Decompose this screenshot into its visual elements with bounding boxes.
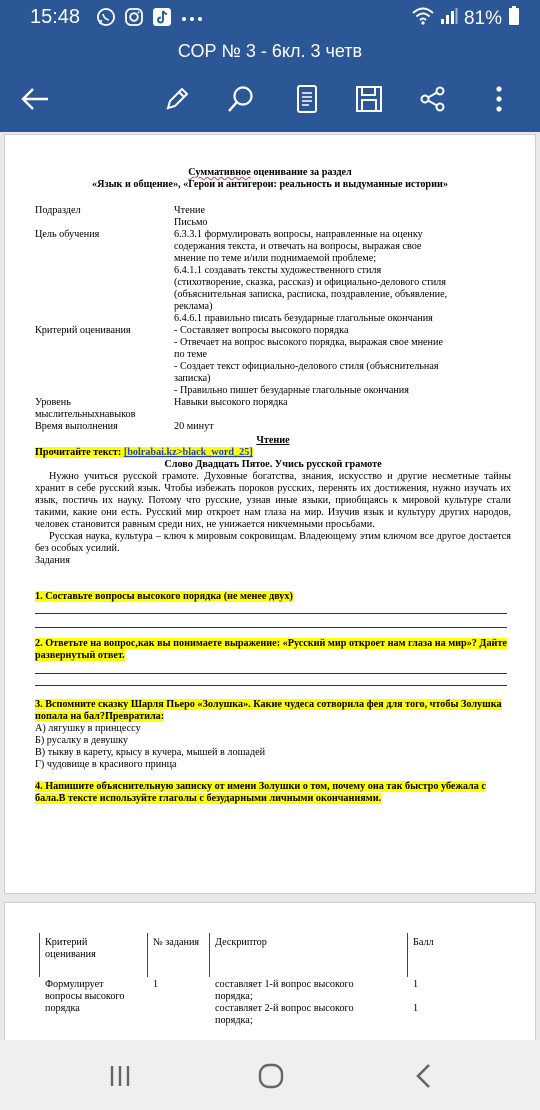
edit-button[interactable] — [160, 82, 194, 116]
home-icon — [257, 1062, 285, 1090]
info-row-duration: Время выполнения 20 минут — [35, 421, 214, 432]
read-prompt: Прочитайте текст: [bolrabai.kz>black_word_25] — [35, 447, 253, 458]
answer-line — [35, 685, 507, 686]
navigation-bar — [0, 1040, 540, 1110]
chevron-left-icon — [414, 1063, 434, 1089]
task-3: 3. Вспомните сказку Шарля Пьеро «Золушка». Какие чудеса сотворила фея для того, чтобы Золушка попала на бал?Превратила: А) лягушку в принцессу Б) русалку в девушку В) тыкву в карету, крысу в кучера, мышей в лошадей Г) чудовище в красивого принца — [35, 699, 511, 771]
document-heading: Суммативное оценивание за раздел — [188, 167, 352, 178]
info-row-subsection: Подраздел Чтение Письмо — [35, 205, 208, 228]
tasks-label: Задания — [35, 555, 70, 566]
document-subheading: «Язык и общение», «Герои и антигерои: реальность и выдуманные истории» — [92, 179, 448, 190]
document-page[interactable] — [4, 134, 536, 894]
pencil-icon — [163, 85, 191, 113]
recent-apps-icon — [108, 1064, 132, 1088]
rubric-header-criterion: Критерий оценивания — [45, 937, 96, 960]
answer-line — [35, 613, 507, 614]
whatsapp-icon — [96, 7, 116, 27]
rubric-task-number: 1 — [153, 979, 159, 990]
home-button[interactable] — [251, 1060, 291, 1092]
more-notifications-icon — [180, 7, 200, 27]
save-button[interactable] — [352, 82, 386, 116]
task-4: 4. Напишите объяснительную записку от имени Золушки о том, почему она так быстро убежала с бала.В тексте используйте глаголы с безударными личными окончаниями. — [35, 781, 486, 804]
info-row-learning-goal: Цель обучения 6.3.3.1 формулировать вопросы, направленные на оценку содержания текста, и отвечать на вопросы, выражая свое мнение по теме и/или поднимаемой проблеме; 6.4.1.1 создавать тексты художественного стиля (стихотворение, сказка, рассказ) и официально-делового стиля (объяснительная записка, расписка, поздравление, объявление, реклама) 6.4.6.1 правильно писать безударные глагольные окончания — [35, 229, 448, 324]
clock: 15:48 — [30, 6, 81, 28]
notification-icons — [96, 7, 200, 27]
document-title: СОР № 3 - 6кл. 3 четв — [177, 41, 363, 61]
recent-apps-button[interactable] — [100, 1060, 140, 1092]
more-options-button[interactable] — [482, 82, 516, 116]
source-link[interactable]: [bolrabai.kz>black_word_25] — [123, 447, 253, 458]
task-1: 1. Составьте вопросы высокого порядка (не менее двух) — [35, 591, 293, 602]
answer-line — [35, 673, 507, 674]
reading-section — [35, 435, 511, 567]
more-vert-icon — [495, 85, 503, 113]
info-row-criteria: Критерий оценивания - Составляет вопросы высокого порядка - Отвечает на вопрос высокого порядка, выражая свое мнение по теме - Создает текст официально-делового стиля (объяснительная записка) - Правильно пишет безударные глагольные окончания — [35, 325, 443, 396]
rubric-points: 1 — [413, 979, 419, 990]
answer-option[interactable]: А) лягушку в принцессу — [35, 723, 141, 734]
search-button[interactable] — [224, 82, 258, 116]
mobile-view-button[interactable] — [290, 82, 324, 116]
text-title: Слово Двадцать Пятое. Учись русской грамоте — [164, 459, 382, 470]
signal-icon — [440, 7, 458, 31]
text-paragraph: Русская наука, культура – ключ к мировым сокровищам. Владеющему этим ключом все другое достается без особых усилий. — [35, 531, 511, 554]
battery-icon — [508, 6, 520, 32]
rubric-descriptor: составляет 2-й вопрос высокого порядка; — [215, 1003, 354, 1026]
text-paragraph: Нужно учиться русской грамоте. Духовные богатства, знания, искусство и другие несметные тайны хранит в себе русский язык. Чтобы избежать пороков русских, перенять их достижения, нужно изучать их язык, постичь их науку. Потому что русские, узнав иные языки, приобщаясь к мировой культуре стали такими, какие они есть. Русский мир откроет нам глаза на мир. Изучив язык и культуру других народов, человек становится равным среди них, не унижается никчемными просьбами. — [35, 471, 511, 530]
search-icon — [226, 84, 256, 114]
assessment-info-table — [35, 205, 515, 433]
rubric-header-points: Балл — [413, 937, 434, 948]
share-button[interactable] — [416, 82, 450, 116]
status-bar — [0, 0, 540, 40]
mobile-view-icon — [296, 84, 318, 114]
instagram-icon — [124, 7, 144, 27]
reading-heading: Чтение — [256, 435, 290, 446]
document-page-2[interactable] — [4, 902, 536, 1042]
rubric-descriptor: составляет 1-й вопрос высокого порядка; — [215, 979, 354, 1002]
share-icon — [419, 85, 447, 113]
rubric-points: 1 — [413, 1003, 419, 1014]
wifi-icon — [412, 7, 434, 31]
battery-level: 81% — [463, 8, 502, 29]
back-nav-button[interactable] — [404, 1060, 444, 1092]
app-bar — [0, 40, 540, 132]
rubric-header-descriptor: Дескриптор — [215, 937, 267, 948]
back-button[interactable] — [18, 82, 52, 116]
save-icon — [355, 85, 383, 113]
answer-option[interactable]: В) тыкву в карету, крысу в кучера, мышей в лошадей — [35, 747, 266, 758]
answer-line — [35, 627, 507, 628]
answer-option[interactable]: Г) чудовище в красивого принца — [35, 759, 177, 770]
answer-option[interactable]: Б) русалку в девушку — [35, 735, 128, 746]
task-2: 2. Ответьте на вопрос,как вы понимаете выражение: «Русский мир откроет нам глаза на мир»? Дайте развернутый ответ. — [35, 638, 507, 661]
info-row-skill-level: Уровень мыслительныхнавыков Навыки высокого порядка — [35, 397, 288, 420]
music-app-icon — [152, 7, 172, 27]
system-status — [412, 6, 520, 32]
rubric-header-task: № задания — [153, 937, 200, 948]
back-arrow-icon — [20, 86, 50, 112]
rubric-criterion: Формулирует вопросы высокого порядка — [45, 979, 125, 1014]
